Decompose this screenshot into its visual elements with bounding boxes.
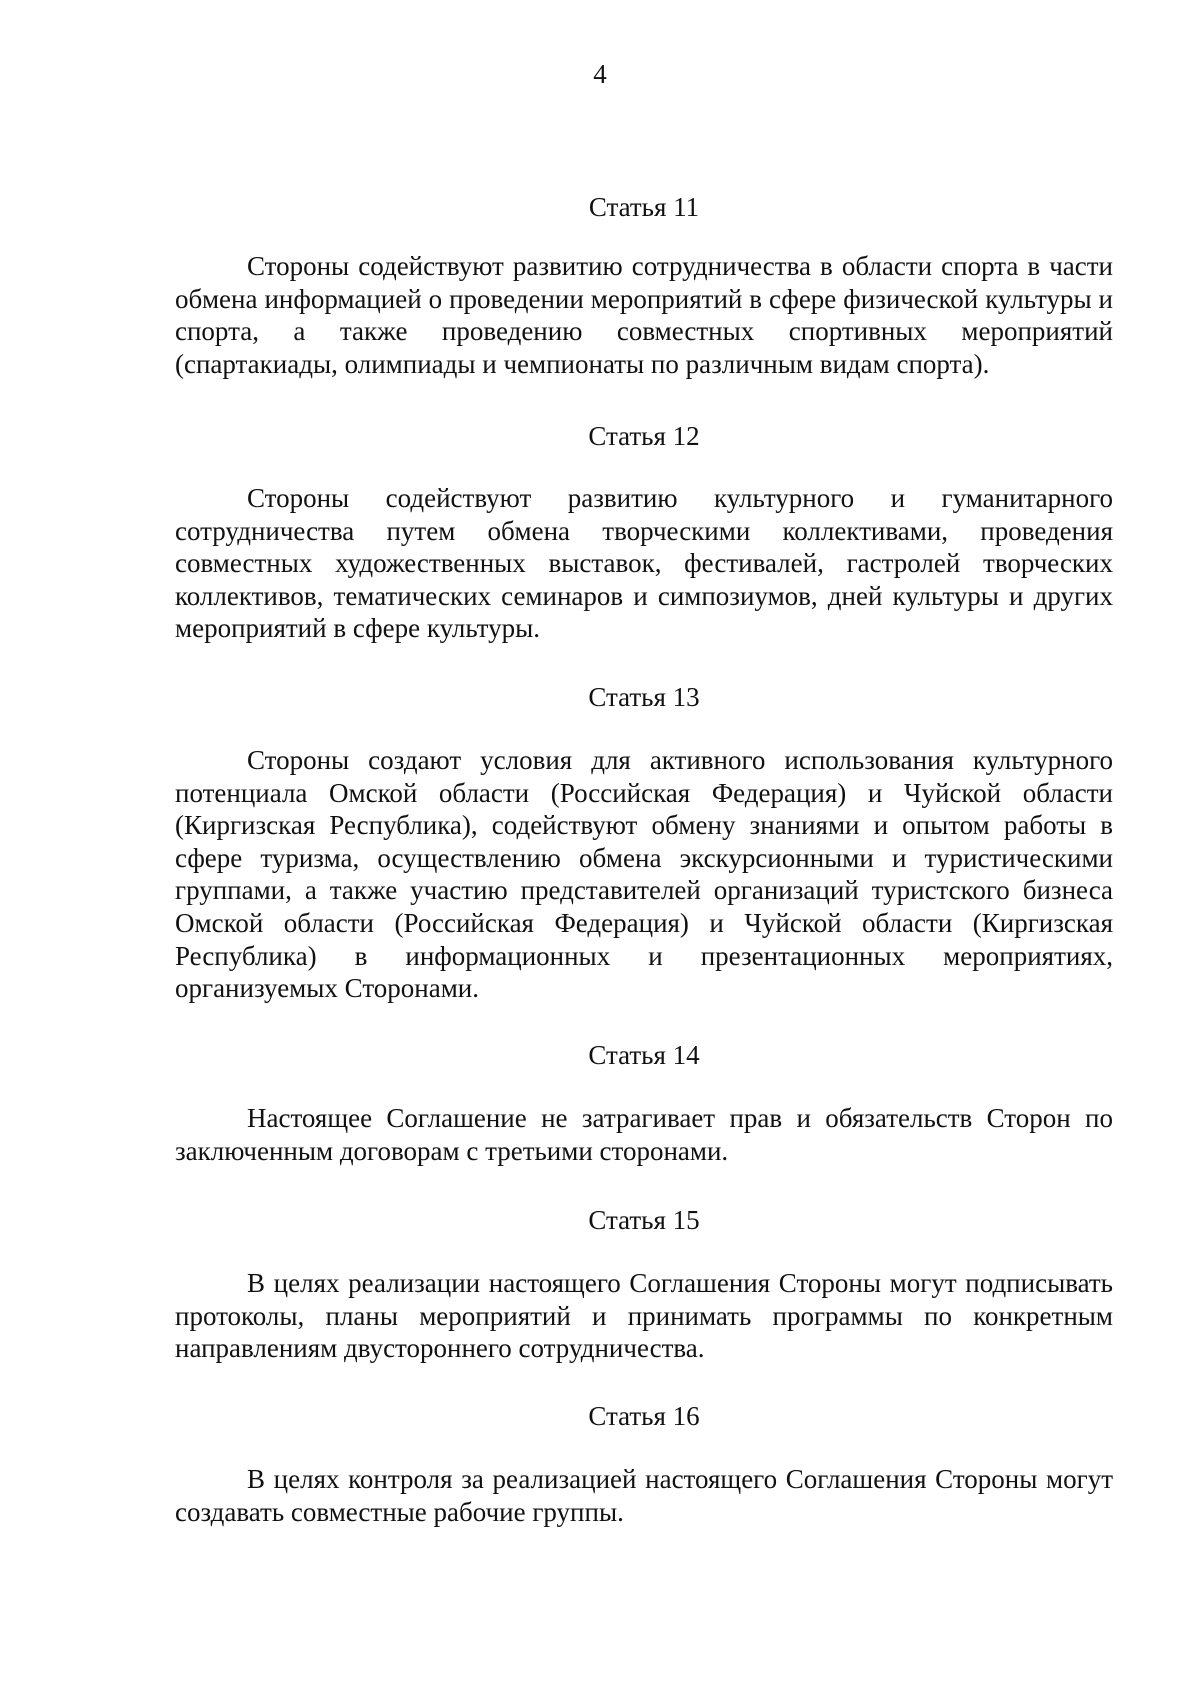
article-14: [175, 1039, 1113, 1167]
article-heading: Статья 12: [588, 421, 700, 451]
article-text: В целях реализации настоящего Соглашения Стороны могут подписывать протоколы, планы мероприятий и принимать программы по конкретным направлениям двустороннего сотрудничества.: [175, 1268, 1113, 1364]
article-13: [175, 681, 1113, 1005]
page-number: 4: [593, 59, 607, 89]
article-text: Стороны содействуют развитию культурного и гуманитарного сотрудничества путем обмена творческими коллективами, проведения совместных художественных выставок, фестивалей, гастролей творческих коллективов, тематических семинаров и симпозиумов, дней культуры и других мероприятий в сфере культуры.: [175, 483, 1113, 644]
article-heading: Статья 14: [588, 1040, 700, 1070]
article-heading: Статья 11: [588, 192, 700, 222]
article-text: Стороны содействуют развитию сотрудничества в области спорта в части обмена информацией о проведении мероприятий в сфере физической культуры и спорта, а также проведению совместных спортивных мероприятий (спартакиады, олимпиады и чемпионаты по различным видам спорта).: [175, 251, 1113, 379]
article-15: [175, 1204, 1113, 1365]
article-text: В целях контроля за реализацией настоящего Соглашения Стороны могут создавать совместные рабочие группы.: [175, 1464, 1113, 1527]
article-text: Стороны создают условия для активного использования культурного потенциала Омской области (Российская Федерация) и Чуйской области (Киргизская Республика), содействуют обмену знаниями и опытом работы в сфере туризма, осуществлению обмена экскурсионными и туристическими группами, а также участию представителей организаций туристского бизнеса Омской области (Российская Федерация) и Чуйской области (Киргизская Республика) в информационных и презентационных мероприятиях, организуемых Сторонами.: [175, 745, 1113, 1004]
article-heading: Статья 15: [588, 1205, 700, 1235]
article-16: [175, 1400, 1113, 1528]
article-11: [175, 191, 1113, 380]
article-heading: Статья 13: [588, 682, 700, 712]
article-12: [175, 420, 1113, 645]
article-text: Настоящее Соглашение не затрагивает прав и обязательств Сторон по заключенным договорам с третьими сторонами.: [175, 1103, 1113, 1166]
article-heading: Статья 16: [588, 1401, 700, 1431]
